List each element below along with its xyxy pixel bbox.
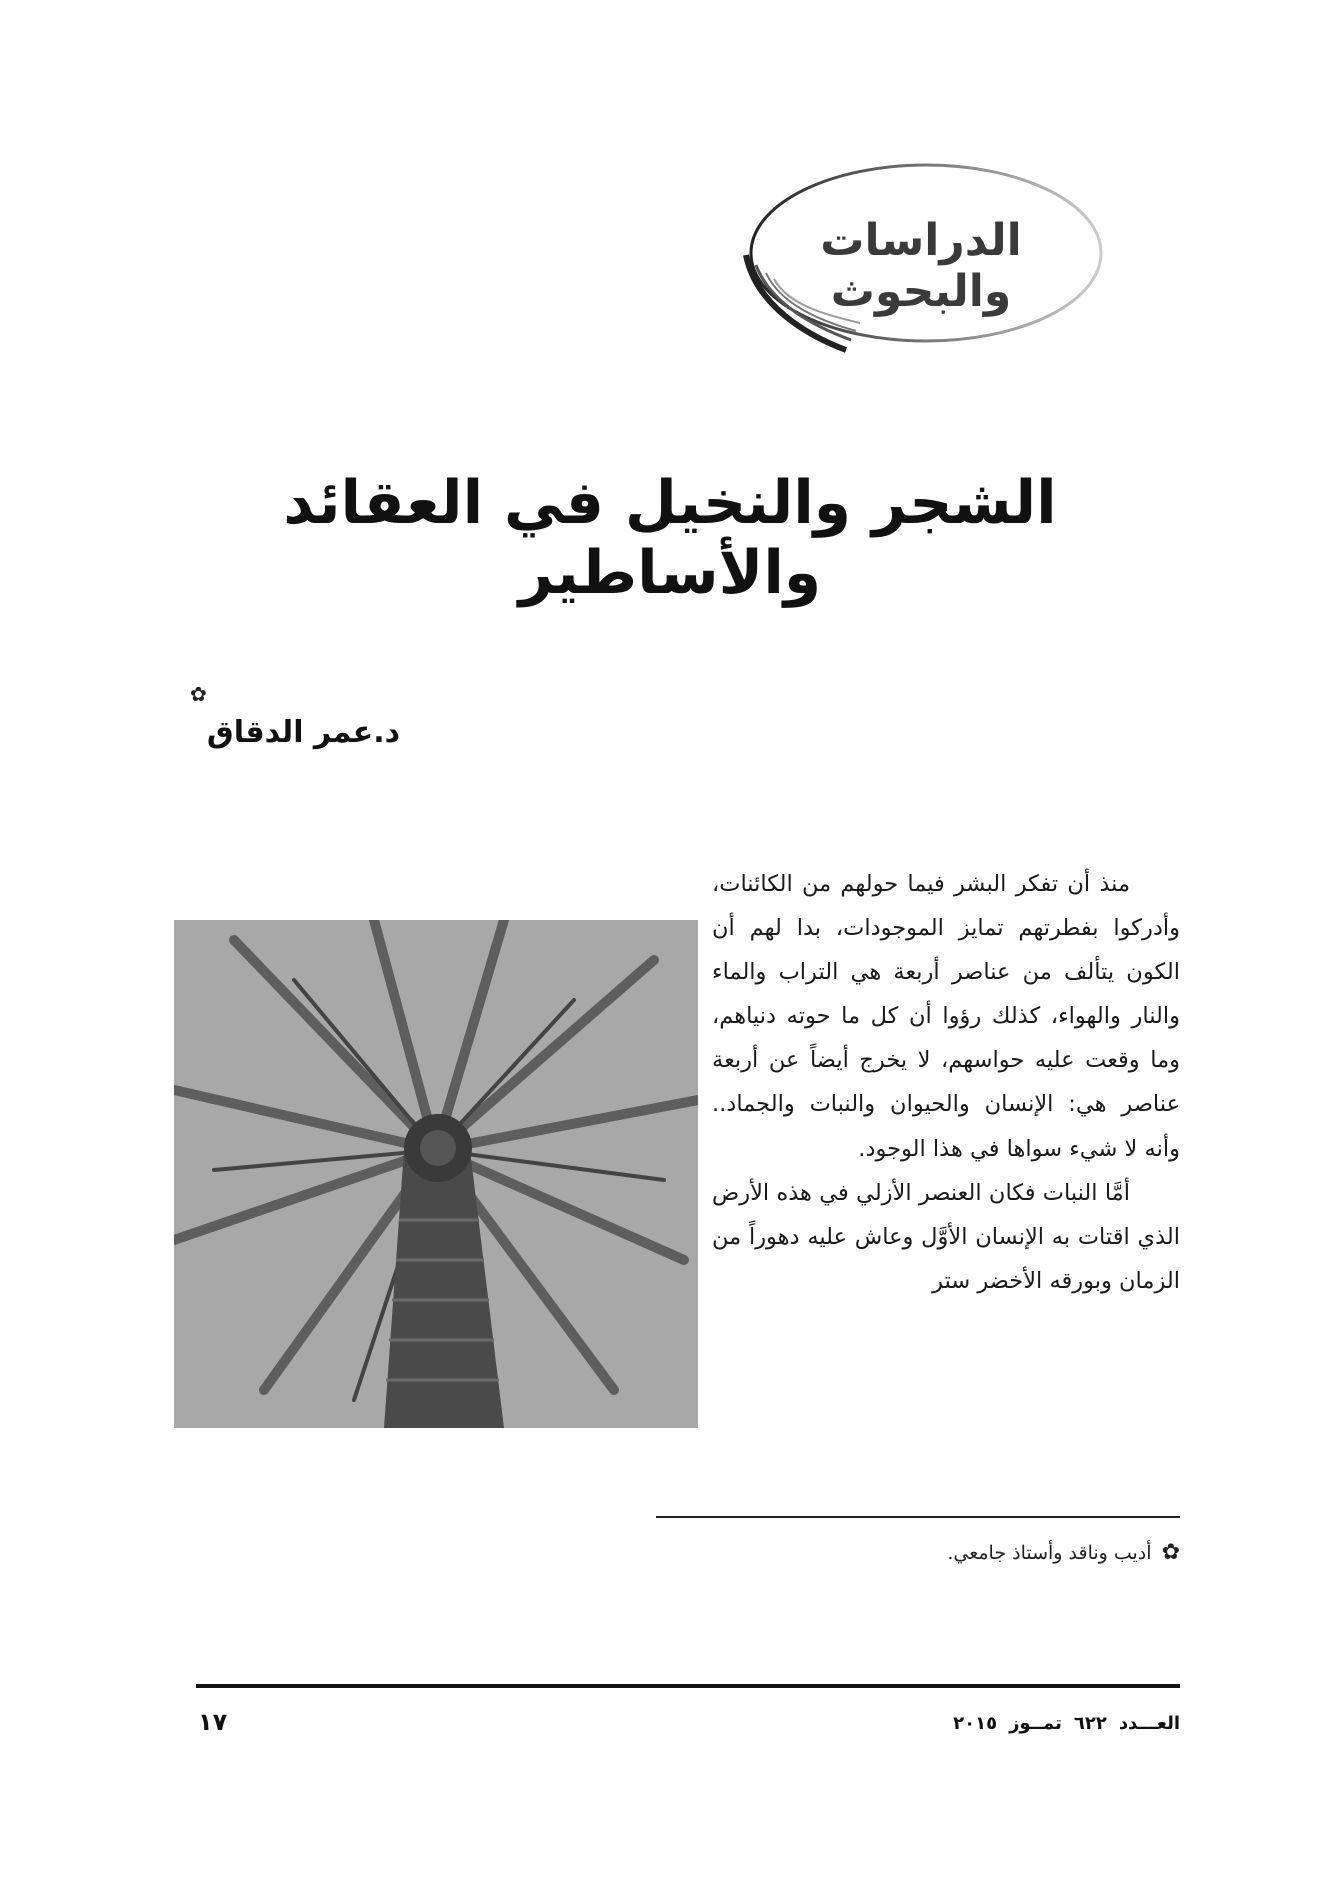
footer-issue-label: العـــدد (1118, 1713, 1180, 1734)
footer-year: ٢٠١٥ (953, 1713, 998, 1734)
footer-divider (196, 1684, 1180, 1688)
article-paragraph: منذ أن تفكر البشر فيما حولهم من الكائنات، وأدركوا بفطرتهم تمايز الموجودات، بدا لهم أن الكون يتألف من عناصر أربعة هي التراب والماء والنار والهواء، كذلك رؤوا أن كل ما حوته دنياهم، وما وقعت عليه حواسهم، لا يخرج أيضاً عن أربعة عناصر هي: الإنسان والحيوان والنبات والجماد.. وأنه لا شيء سواها في هذا الوجود. (712, 871, 1180, 1162)
footnote-mark-icon: ✿ (1161, 1540, 1180, 1565)
footnote (656, 1540, 1180, 1565)
section-logo (726, 155, 1116, 355)
footnote-divider (656, 1516, 1180, 1518)
author-mark-icon: ✿ (190, 682, 207, 706)
article-author: د.عمر الدقاق (206, 715, 400, 750)
section-logo-label: الدراسات والبحوث (820, 215, 1022, 317)
footer-month: تمــوز (1009, 1713, 1062, 1734)
page-number: ١٧ (198, 1708, 228, 1736)
article-paragraph: أمَّا النبات فكان العنصر الأزلي في هذه الأرض الذي اقتات به الإنسان الأوَّل وعاش عليه دهوراً من الزمان وبورقه الأخضر ستر (712, 1179, 1180, 1294)
palm-tree-illustration (174, 920, 698, 1428)
palm-tree-photo (174, 920, 698, 1428)
footer-issue-number: ٦٢٢ (1073, 1713, 1107, 1734)
article-body (712, 862, 1180, 1303)
article-title: الشجر والنخيل في العقائد والأساطير (283, 468, 1057, 608)
footnote-text: أديب وناقد وأستاذ جامعي. (947, 1542, 1152, 1564)
footer-issue-info (780, 1713, 1180, 1734)
